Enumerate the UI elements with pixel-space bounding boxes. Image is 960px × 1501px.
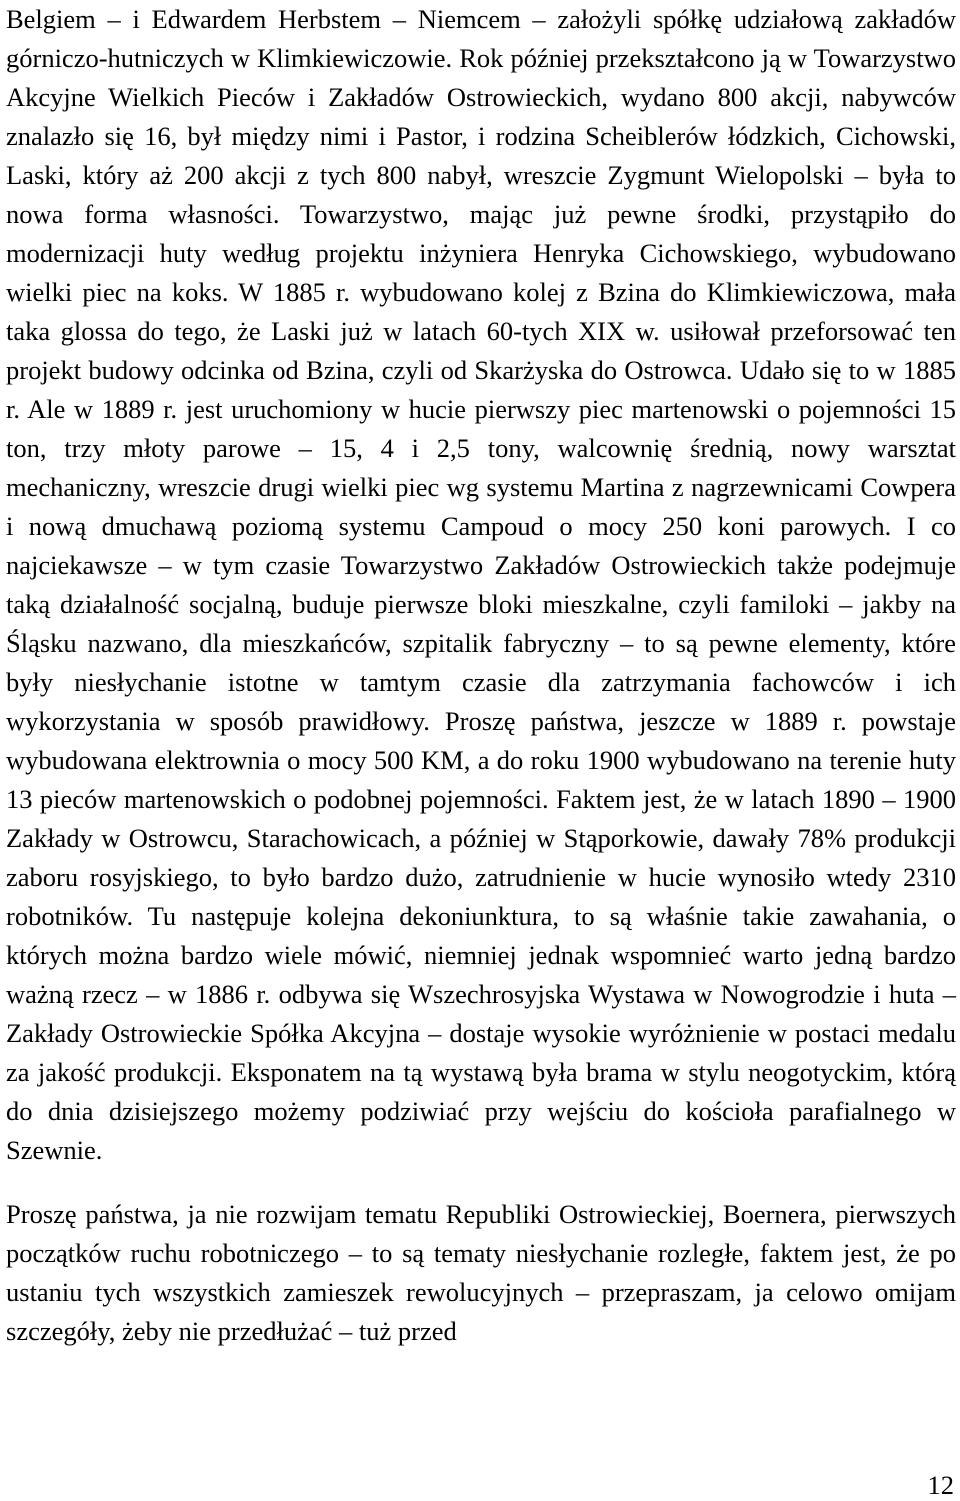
paragraph-2: Proszę państwa, ja nie rozwijam tematu Republiki Ostrowieckiej, Boernera, pierwszych początków ruchu robotniczego – to są tematy niesłychanie rozległe, faktem jest, że po ustaniu tych wszystkich zamieszek rewolucyjnych – przepraszam, ja celowo omijam szczegóły, żeby nie przedłużać – tuż przed — [6, 1199, 956, 1346]
document-page — [6, 0, 956, 1351]
paragraph-1: Belgiem – i Edwardem Herbstem – Niemcem – założyli spółkę udziałową zakładów górniczo-hutniczych w Klimkiewiczowie. Rok później przekształcono ją w Towarzystwo Akcyjne Wielkich Pieców i Zakładów Ostrowieckich, wydano 800 akcji, nabywców znalazło się 16, był między nimi i Pastor, i rodzina Scheiblerów łódzkich, Cichowski, Laski, który aż 200 akcji z tych 800 nabył, wreszcie Zygmunt Wielopolski – była to nowa forma własności. Towarzystwo, mając już pewne środki, przystąpiło do modernizacji huty według projektu inżyniera Henryka Cichowskiego, wybudowano wielki piec na koks. W 1885 r. wybudowano kolej z Bzina do Klimkiewiczowa, mała taka glossa do tego, że Laski już w latach 60-tych XIX w. usiłował przeforsować ten projekt budowy odcinka od Bzina, czyli od Skarżyska do Ostrowca. Udało się to w 1885 r. Ale w 1889 r. jest uruchomiony w hucie pierwszy piec martenowski o pojemności 15 ton, trzy młoty parowe – 15, 4 i 2,5 tony, walcownię średnią, nowy warsztat mechaniczny, wreszcie drugi wielki piec wg systemu Martina z nagrzewnicami Cowpera i nową dmuchawą poziomą systemu Campoud o mocy 250 koni parowych. I co najciekawsze – w tym czasie Towarzystwo Zakładów Ostrowieckich także podejmuje taką działalność socjalną, buduje pierwsze bloki mieszkalne, czyli familoki – jakby na Śląsku nazwano, dla mieszkańców, szpitalik fabryczny – to są pewne elementy, które były niesłychanie istotne w tamtym czasie dla zatrzymania fachowców i ich wykorzystania w sposób prawidłowy. Proszę państwa, jeszcze w 1889 r. powstaje wybudowana elektrownia o mocy 500 KM, a do roku 1900 wybudowano na terenie huty 13 pieców martenowskich o podobnej pojemności. Faktem jest, że w latach 1890 – 1900 Zakłady w Ostrowcu, Starachowicach, a później w Stąporkowie, dawały 78% produkcji zaboru rosyjskiego, to było bardzo dużo, zatrudnienie w hucie wynosiło wtedy 2310 robotników. Tu następuje kolejna dekoniunktura, to są właśnie takie zawahania, o których można bardzo wiele mówić, niemniej jednak wspomnieć warto jedną bardzo ważną rzecz – w 1886 r. odbywa się Wszechrosyjska Wystawa w Nowogrodzie i huta – Zakłady Ostrowieckie Spółka Akcyjna – dostaje wysokie wyróżnienie w postaci medalu za jakość produkcji. Eksponatem na tą wystawą była brama w stylu neogotyckim, którą do dnia dzisiejszego możemy podziwiać przy wejściu do kościoła parafialnego w Szewnie. — [6, 4, 956, 1165]
page-number: 12 — [927, 1470, 954, 1500]
